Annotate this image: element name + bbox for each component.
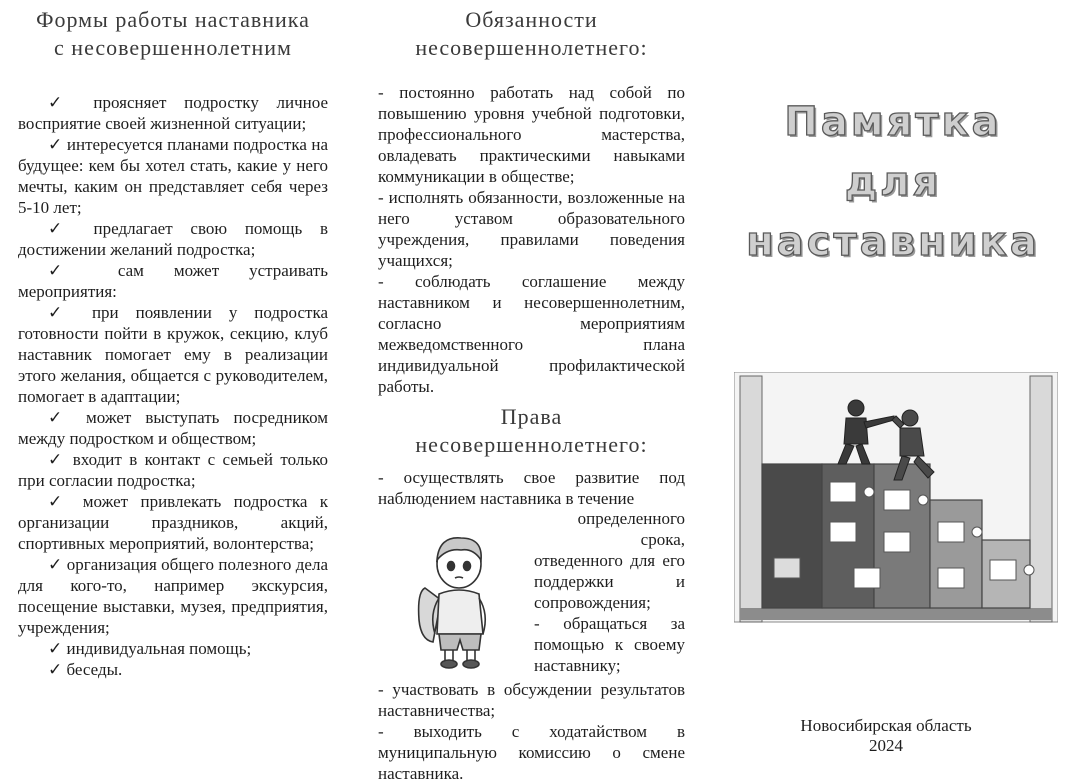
duty-item: - постоянно работать над собой по повышению уровня учебной подготовки, профессионального мастерства, овладевать практическими навыками коммуникации в обществе; [378, 83, 685, 186]
list-item: ✓ может привлекать подростка к организации праздников, акций, спортивных мероприятий, волонтерства; [18, 491, 328, 554]
duties-heading-line2: несовершеннолетнего: [415, 35, 648, 60]
rights-heading [378, 403, 685, 459]
mentorship-illustration [734, 372, 1058, 624]
year-text: 2024 [869, 736, 903, 755]
rights-heading-line2: несовершеннолетнего: [415, 432, 648, 457]
forms-heading [18, 6, 328, 62]
list-item: ✓ предлагает свою помощь в достижении желаний подростка; [18, 218, 328, 260]
right-item: - участвовать в обсуждении результатов наставничества; [378, 680, 685, 720]
duty-item: - соблюдать соглашение между наставником и несовершеннолетним, согласно мероприятиям межведомственного плана индивидуальной профилактической работы. [378, 272, 685, 396]
forms-column [18, 0, 328, 680]
right-text-line: срока, [640, 530, 685, 549]
forms-heading-line2: с несовершеннолетним [54, 35, 292, 60]
rights-rest [378, 679, 685, 784]
right-text-line: отведенного для его поддержки и сопровождения; [534, 551, 685, 612]
list-item: ✓ интересуется планами подростка на будущее: кем бы хотел стать, какие у него мечты, каким он представляет себя через 5-10 лет; [18, 134, 328, 218]
boy-illustration [411, 530, 531, 670]
list-item: ✓ проясняет подростку личное восприятие своей жизненной ситуации; [18, 92, 328, 134]
footer [728, 716, 1044, 756]
duties-column [378, 0, 685, 509]
rights-float-text [534, 508, 685, 676]
list-item: ✓ при появлении у подростка готовности пойти в кружок, секцию, клуб наставник помогает ему в реализации этого желания, общается с руководителем, помогает в адаптации; [18, 302, 328, 407]
cover-column [728, 0, 1068, 784]
duties-heading [378, 6, 685, 62]
list-item: ✓ сам может устраивать мероприятия: [18, 260, 328, 302]
brochure-title-line2: наставника [746, 219, 1040, 265]
brochure-title [728, 92, 1058, 272]
brochure-title-line1: Памятка для [784, 99, 1002, 205]
right-item: - выходить с ходатайством в муниципальную комиссию о смене наставника. [378, 722, 685, 783]
duties-heading-line1: Обязанности [465, 7, 598, 32]
list-item: ✓ входит в контакт с семьей только при согласии подростка; [18, 449, 328, 491]
forms-heading-line1: Формы работы наставника [36, 7, 310, 32]
region-text: Новосибирская область [800, 716, 972, 735]
duty-item: - исполнять обязанности, возложенные на него уставом образовательного учреждения, правилами поведения учащихся; [378, 188, 685, 270]
forms-list [18, 92, 328, 680]
list-item: ✓ организация общего полезного дела для кого-то, например экскурсия, посещение выставки, музея, предприятия, учреждения; [18, 554, 328, 638]
list-item: ✓ может выступать посредником между подростком и обществом; [18, 407, 328, 449]
list-item: ✓ беседы. [18, 659, 328, 680]
right-text-line: - обращаться за помощью к своему наставнику; [534, 614, 685, 675]
right-text-line: определенного [577, 509, 685, 528]
right-item: - осуществлять свое развитие под наблюдением наставника в течение [378, 468, 685, 508]
rights-heading-line1: Права [500, 404, 563, 429]
duties-list [378, 82, 685, 397]
list-item: ✓ индивидуальная помощь; [18, 638, 328, 659]
